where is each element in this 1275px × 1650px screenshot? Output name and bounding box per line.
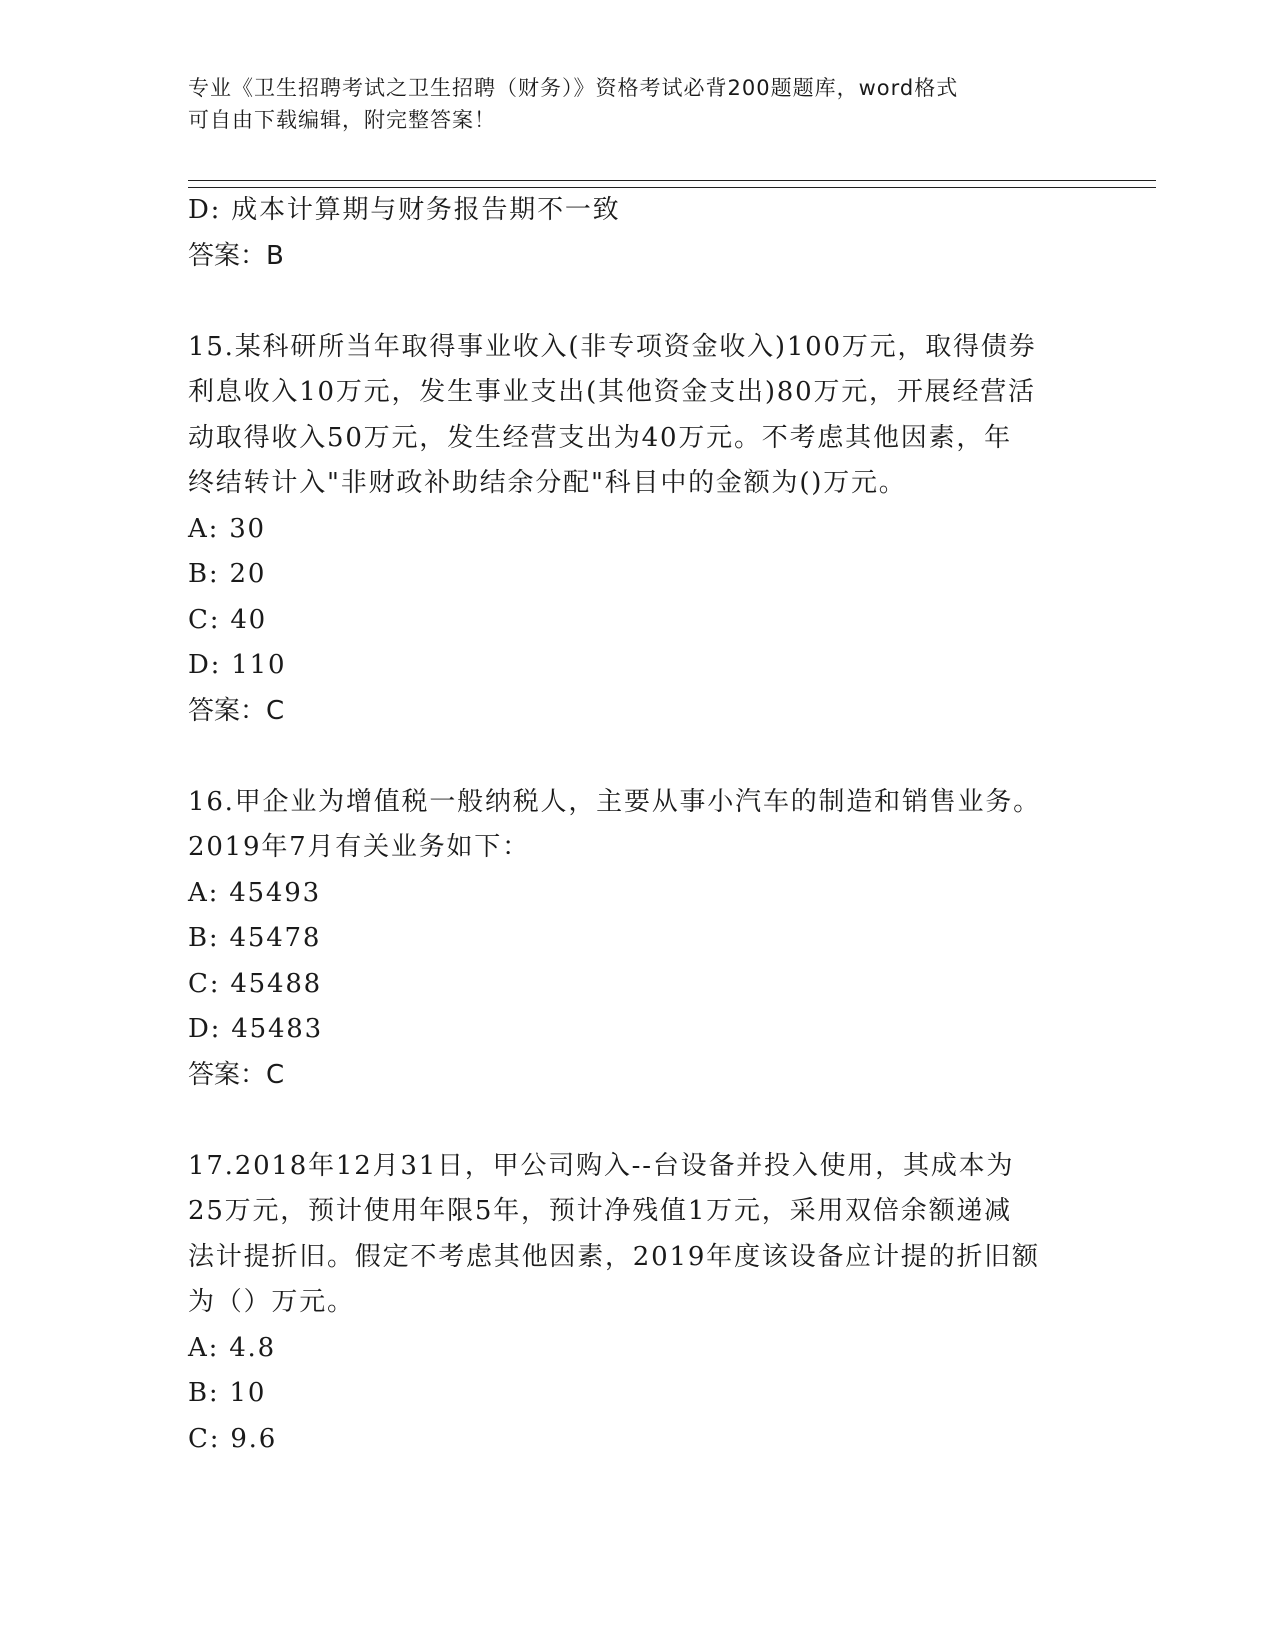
question-stem-line: 终结转计入"非财政补助结余分配"科目中的金额为()万元。 [188,468,907,498]
question-stem-line: 为（）万元。 [188,1287,355,1317]
question-15 [188,325,1088,735]
spacer [188,279,1088,325]
question-17 [188,1144,1088,1463]
option-d: D: 成本计算期与财务报告期不一致 [188,195,621,225]
answer-label: 答案：C [188,1059,285,1090]
option-a: A: 4.8 [188,1332,276,1363]
spacer [188,1098,1088,1144]
spacer [188,734,1088,780]
header-divider [188,180,1156,188]
option-d: D: 45483 [188,1014,323,1044]
option-b: B: 45478 [188,923,322,953]
header-line-2: 可自由下载编辑，附完整答案！ [188,108,496,132]
answer-label: 答案：C [188,695,285,726]
question-14 [188,188,1088,279]
question-stem-line: 2019年7月有关业务如下： [188,832,530,862]
question-stem-line: 25万元，预计使用年限5年，预计净残值1万元，采用双倍余额递减 [188,1196,1012,1226]
option-b: B: 20 [188,559,267,589]
document-header [188,72,1088,136]
question-stem-line: 15.某科研所当年取得事业收入(非专项资金收入)100万元，取得债券 [188,331,1037,362]
option-c: C: 40 [188,604,268,635]
question-list [188,188,1088,1462]
option-a: A: 30 [188,513,266,544]
question-stem-line: 利息收入10万元，发生事业支出(其他资金支出)80万元，开展经营活 [188,377,1036,407]
question-stem-line: 动取得收入50万元，发生经营支出为40万元。不考虑其他因素，年 [188,422,1012,453]
option-c: C: 9.6 [188,1423,278,1454]
answer-label: 答案：B [188,240,284,271]
header-line-1: 专业《卫生招聘考试之卫生招聘（财务）》资格考试必背200题题库，word格式 [188,76,959,100]
option-c: C: 45488 [188,968,323,999]
option-d: D: 110 [188,650,287,680]
option-b: B: 10 [188,1378,267,1408]
question-stem-line: 16.甲企业为增值税一般纳税人，主要从事小汽车的制造和销售业务。 [188,786,1041,817]
question-16 [188,780,1088,1099]
question-stem-line: 17.2018年12月31日，甲公司购入--台设备并投入使用，其成本为 [188,1150,1015,1181]
option-a: A: 45493 [188,877,321,908]
question-stem-line: 法计提折旧。假定不考虑其他因素，2019年度该设备应计提的折旧额 [188,1241,1040,1272]
